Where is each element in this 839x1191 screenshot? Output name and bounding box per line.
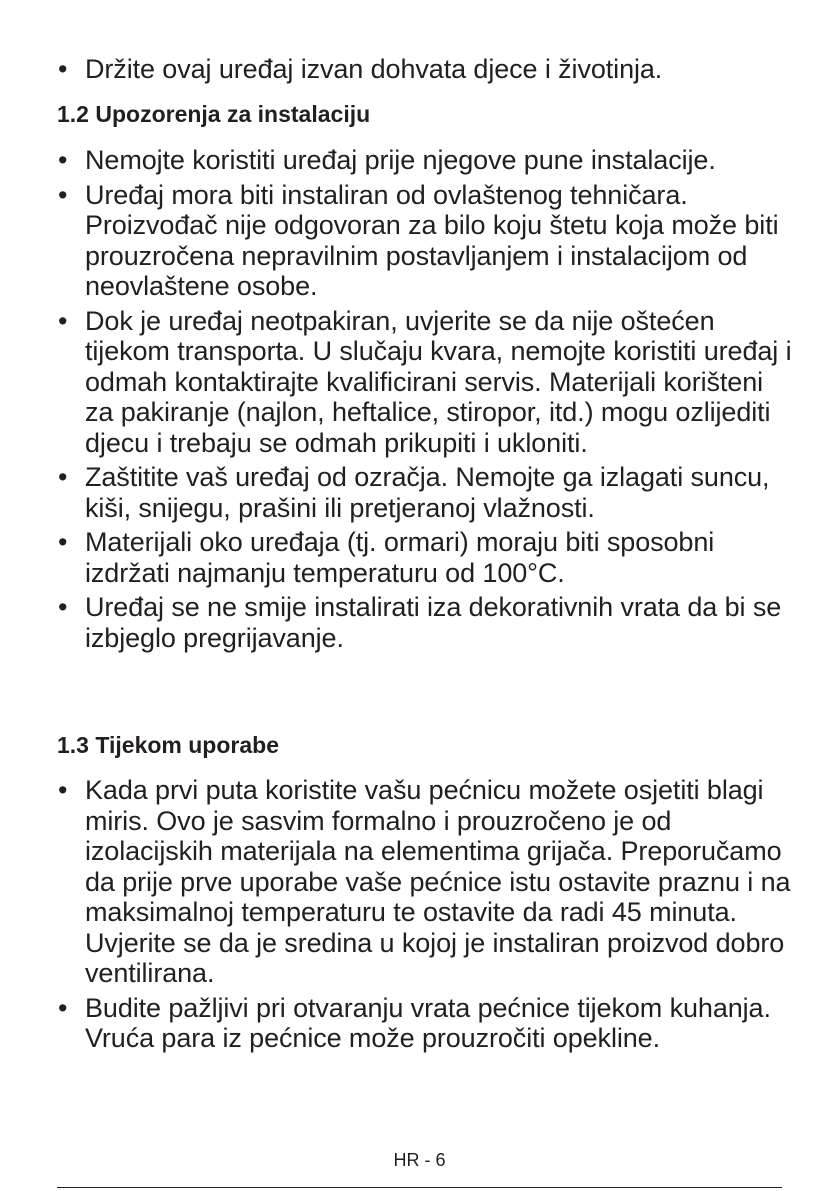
section-heading-1-3: 1.3 Tijekom uporabe bbox=[57, 732, 279, 758]
intro-bullet-list bbox=[57, 54, 797, 89]
list-item: • Nemojte koristiti uređaj prije njegove pune instalacije. bbox=[57, 145, 797, 176]
list-item: • Budite pažljivi pri otvaranju vrata pećnice tijekom kuhanja. Vruća para iz pećnice može prouzročiti opekline. bbox=[57, 993, 797, 1054]
list-item: • Materijali oko uređaja (tj. ormari) moraju biti sposobni izdržati najmanju temperaturu od 100°C. bbox=[57, 527, 797, 588]
list-item: • Držite ovaj uređaj izvan dohvata djece i životinja. bbox=[57, 54, 797, 85]
list-item: • Zaštitite vaš uređaj od ozračja. Nemojte ga izlagati suncu, kiši, snijegu, prašini ili pretjeranoj vlažnosti. bbox=[57, 462, 797, 523]
list-item: • Dok je uređaj neotpakiran, uvjerite se da nije oštećen tijekom transporta. U slučaju kvara, nemojte koristiti uređaj i odmah kontaktirajte kvalificirani servis. Materijali korišteni za pakiranje (najlon, heftalice, stiropor, itd.) mogu ozlijediti djecu i trebaju se odmah prikupiti i ukloniti. bbox=[57, 306, 797, 459]
page-number: HR - 6 bbox=[393, 1150, 446, 1170]
section-heading-1-2: 1.2 Upozorenja za instalaciju bbox=[57, 101, 371, 127]
list-item: • Kada prvi puta koristite vašu pećnicu možete osjetiti blagi miris. Ovo je sasvim formalno i prouzročeno je od izolacijskih materijala na elementima grijača. Preporučamo da prije prve uporabe vaše pećnice istu ostavite praznu i na maksimalnoj temperaturu te ostavite da radi 45 minuta. Uvjerite se da je sredina u kojoj je instaliran proizvod dobro ventilirana. bbox=[57, 775, 797, 989]
footer-divider bbox=[57, 1187, 782, 1188]
installation-warnings-list bbox=[57, 145, 797, 657]
usage-warnings-list bbox=[57, 775, 797, 1058]
list-item: • Uređaj mora biti instaliran od ovlaštenog tehničara. Proizvođač nije odgovoran za bilo koju štetu koja može biti prouzročena nepravilnim postavljanjem i instalacijom od neovlaštene osobe. bbox=[57, 180, 797, 302]
list-item: • Uređaj se ne smije instalirati iza dekorativnih vrata da bi se izbjeglo pregrijavanje. bbox=[57, 592, 797, 653]
